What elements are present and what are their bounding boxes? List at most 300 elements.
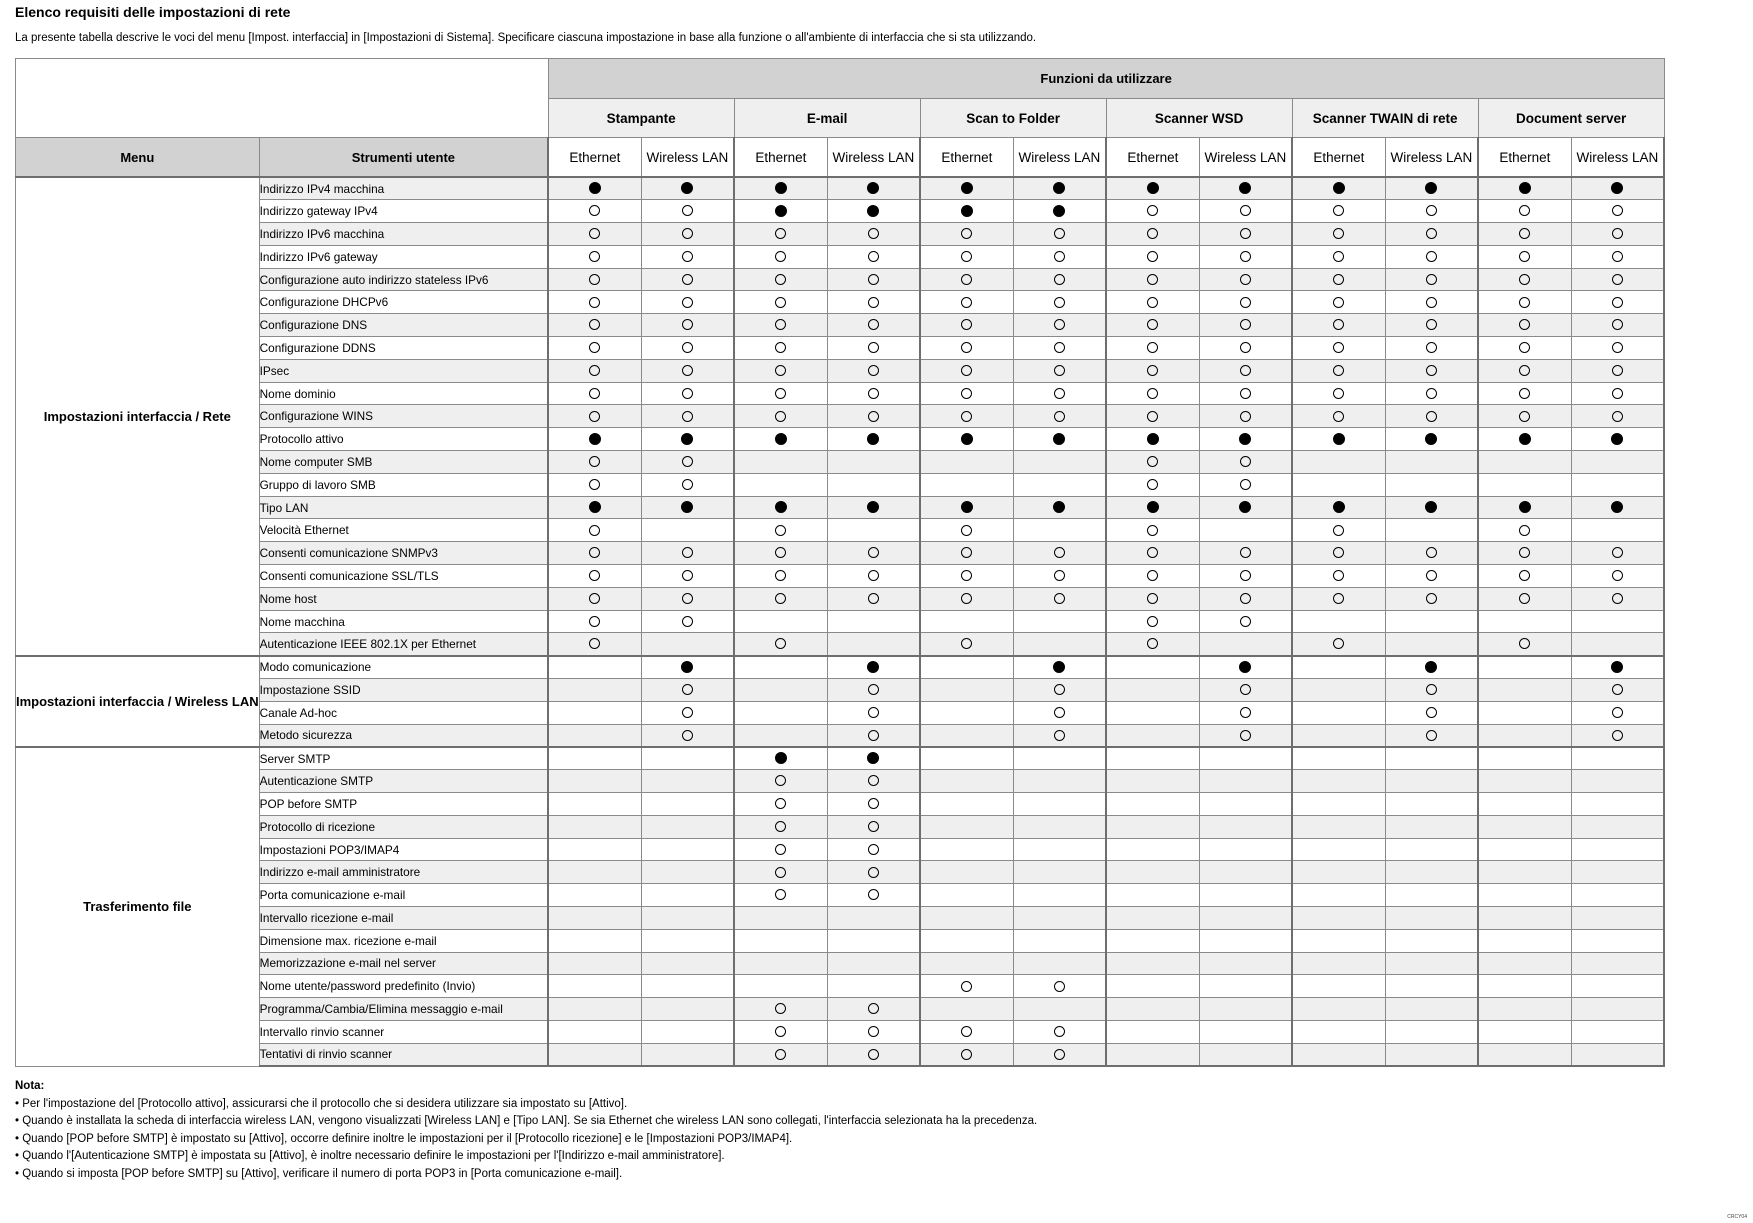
open-circle-icon bbox=[1612, 297, 1623, 308]
requirement-cell bbox=[1013, 793, 1106, 816]
interface-header: Wireless LAN bbox=[641, 138, 734, 178]
open-circle-icon bbox=[589, 616, 600, 627]
requirement-cell bbox=[1013, 656, 1106, 679]
requirement-cell bbox=[1199, 496, 1292, 519]
requirement-cell bbox=[1292, 496, 1385, 519]
requirement-cell bbox=[1106, 907, 1199, 930]
requirement-cell bbox=[1292, 245, 1385, 268]
requirement-cell bbox=[1199, 838, 1292, 861]
requirement-cell bbox=[1385, 314, 1478, 337]
open-circle-icon bbox=[961, 342, 972, 353]
requirement-cell bbox=[1106, 610, 1199, 633]
requirement-cell bbox=[1199, 314, 1292, 337]
requirement-cell bbox=[1292, 200, 1385, 223]
tools-column-header: Strumenti utente bbox=[259, 138, 548, 178]
open-circle-icon bbox=[682, 205, 693, 216]
setting-label: Nome host bbox=[259, 587, 548, 610]
requirement-cell bbox=[641, 998, 734, 1021]
menu-group-cell: Impostazioni interfaccia / Rete bbox=[16, 177, 260, 656]
requirement-cell bbox=[1571, 314, 1664, 337]
requirement-cell bbox=[1385, 200, 1478, 223]
requirement-cell bbox=[548, 998, 641, 1021]
bullet-icon: • bbox=[15, 1150, 23, 1162]
requirement-cell bbox=[734, 428, 827, 451]
requirement-cell bbox=[1385, 291, 1478, 314]
setting-label: Configurazione auto indirizzo stateless IPv6 bbox=[259, 268, 548, 291]
open-circle-icon bbox=[1519, 297, 1530, 308]
requirement-cell bbox=[641, 291, 734, 314]
requirement-cell bbox=[1385, 337, 1478, 360]
requirement-cell bbox=[827, 496, 920, 519]
requirement-cell bbox=[1292, 268, 1385, 291]
note-text: Quando è installata la scheda di interfaccia wireless LAN, vengono visualizzati [Wireless LAN] e [Tipo LAN]. Se sia Ethernet che wireless LAN sono collegati, l'interfaccia selezionata ha la precedenza. bbox=[22, 1115, 1038, 1127]
open-circle-icon bbox=[1054, 274, 1065, 285]
setting-label: Server SMTP bbox=[259, 747, 548, 770]
setting-label: Dimensione max. ricezione e-mail bbox=[259, 929, 548, 952]
open-circle-icon bbox=[1612, 365, 1623, 376]
table-row bbox=[16, 245, 1665, 268]
requirement-cell bbox=[1478, 793, 1571, 816]
table-row bbox=[16, 838, 1665, 861]
open-circle-icon bbox=[1333, 342, 1344, 353]
requirement-cell bbox=[1385, 656, 1478, 679]
table-row bbox=[16, 223, 1665, 246]
menu-group-cell: Trasferimento file bbox=[16, 747, 260, 1066]
requirement-cell bbox=[1478, 701, 1571, 724]
requirement-cell bbox=[920, 587, 1013, 610]
requirement-cell bbox=[734, 405, 827, 428]
requirement-cell bbox=[1571, 428, 1664, 451]
requirement-cell bbox=[1385, 770, 1478, 793]
table-row bbox=[16, 975, 1665, 998]
requirement-cell bbox=[1385, 861, 1478, 884]
requirement-cell bbox=[1292, 428, 1385, 451]
table-row bbox=[16, 200, 1665, 223]
requirement-cell bbox=[1292, 382, 1385, 405]
requirement-cell bbox=[1013, 268, 1106, 291]
requirement-cell bbox=[1478, 177, 1571, 200]
table-row bbox=[16, 952, 1665, 975]
open-circle-icon bbox=[775, 1003, 786, 1014]
setting-label: Nome utente/password predefinito (Invio) bbox=[259, 975, 548, 998]
requirement-cell bbox=[548, 382, 641, 405]
requirement-cell bbox=[1106, 770, 1199, 793]
requirement-cell bbox=[734, 496, 827, 519]
requirement-cell bbox=[1199, 405, 1292, 428]
requirement-cell bbox=[1571, 496, 1664, 519]
open-circle-icon bbox=[775, 547, 786, 558]
setting-label: Intervallo ricezione e-mail bbox=[259, 907, 548, 930]
open-circle-icon bbox=[868, 547, 879, 558]
requirement-cell bbox=[548, 610, 641, 633]
legend-area bbox=[16, 59, 549, 138]
filled-circle-icon bbox=[867, 501, 879, 513]
requirement-cell bbox=[1106, 929, 1199, 952]
open-circle-icon bbox=[589, 525, 600, 536]
requirement-cell bbox=[1571, 542, 1664, 565]
setting-label: Nome macchina bbox=[259, 610, 548, 633]
open-circle-icon bbox=[1612, 342, 1623, 353]
note-text: Quando l'[Autenticazione SMTP] è impostata su [Attivo], è inoltre necessario definire le impostazioni per l'[Indirizzo e-mail amministratore]. bbox=[22, 1150, 725, 1162]
open-circle-icon bbox=[1147, 616, 1158, 627]
requirement-cell bbox=[641, 929, 734, 952]
open-circle-icon bbox=[1054, 707, 1065, 718]
requirement-cell bbox=[1571, 291, 1664, 314]
requirement-cell bbox=[734, 975, 827, 998]
table-row bbox=[16, 473, 1665, 496]
requirement-cell bbox=[1106, 747, 1199, 770]
open-circle-icon bbox=[1612, 205, 1623, 216]
requirement-cell bbox=[1292, 952, 1385, 975]
requirement-cell bbox=[920, 656, 1013, 679]
open-circle-icon bbox=[868, 342, 879, 353]
open-circle-icon bbox=[961, 593, 972, 604]
requirement-cell bbox=[1478, 975, 1571, 998]
requirement-cell bbox=[548, 268, 641, 291]
open-circle-icon bbox=[775, 889, 786, 900]
requirement-cell bbox=[641, 838, 734, 861]
open-circle-icon bbox=[1240, 388, 1251, 399]
requirement-cell bbox=[1571, 907, 1664, 930]
requirement-cell bbox=[1571, 929, 1664, 952]
requirement-cell bbox=[641, 359, 734, 382]
table-row bbox=[16, 1020, 1665, 1043]
bullet-icon: • bbox=[15, 1097, 23, 1110]
requirement-cell bbox=[1013, 1043, 1106, 1066]
setting-label: Gruppo di lavoro SMB bbox=[259, 473, 548, 496]
open-circle-icon bbox=[589, 547, 600, 558]
filled-circle-icon bbox=[1239, 182, 1251, 194]
requirement-cell bbox=[1292, 907, 1385, 930]
open-circle-icon bbox=[682, 319, 693, 330]
function-header: Stampante bbox=[548, 99, 734, 138]
table-row bbox=[16, 815, 1665, 838]
requirement-cell bbox=[1385, 815, 1478, 838]
open-circle-icon bbox=[1612, 547, 1623, 558]
open-circle-icon bbox=[775, 638, 786, 649]
requirement-cell bbox=[920, 679, 1013, 702]
notes-list bbox=[15, 1096, 1037, 1184]
open-circle-icon bbox=[1519, 205, 1530, 216]
requirement-cell bbox=[827, 291, 920, 314]
requirement-cell bbox=[548, 815, 641, 838]
requirement-cell bbox=[1385, 724, 1478, 747]
function-header: Scan to Folder bbox=[920, 99, 1106, 138]
open-circle-icon bbox=[868, 319, 879, 330]
requirement-cell bbox=[1385, 907, 1478, 930]
requirement-cell bbox=[1199, 245, 1292, 268]
requirement-cell bbox=[734, 701, 827, 724]
open-circle-icon bbox=[1054, 981, 1065, 992]
open-circle-icon bbox=[682, 411, 693, 422]
requirement-cell bbox=[1292, 793, 1385, 816]
requirement-cell bbox=[1478, 610, 1571, 633]
filled-circle-icon bbox=[961, 205, 973, 217]
open-circle-icon bbox=[1519, 319, 1530, 330]
requirement-cell bbox=[1571, 1020, 1664, 1043]
open-circle-icon bbox=[775, 365, 786, 376]
requirement-cell bbox=[827, 656, 920, 679]
open-circle-icon bbox=[1519, 525, 1530, 536]
requirement-cell bbox=[734, 268, 827, 291]
requirement-cell bbox=[920, 633, 1013, 656]
requirement-cell bbox=[1385, 610, 1478, 633]
requirement-cell bbox=[1199, 382, 1292, 405]
open-circle-icon bbox=[1333, 388, 1344, 399]
requirement-cell bbox=[1571, 382, 1664, 405]
requirement-cell bbox=[1013, 907, 1106, 930]
requirement-cell bbox=[1199, 610, 1292, 633]
requirement-cell bbox=[641, 223, 734, 246]
requirement-cell bbox=[641, 245, 734, 268]
function-header: Scanner TWAIN di rete bbox=[1292, 99, 1478, 138]
requirement-cell bbox=[1106, 1043, 1199, 1066]
requirement-cell bbox=[1199, 975, 1292, 998]
open-circle-icon bbox=[1612, 570, 1623, 581]
open-circle-icon bbox=[682, 593, 693, 604]
requirement-cell bbox=[1571, 838, 1664, 861]
requirement-cell bbox=[1106, 337, 1199, 360]
setting-label: Protocollo attivo bbox=[259, 428, 548, 451]
open-circle-icon bbox=[1054, 388, 1065, 399]
requirement-cell bbox=[1571, 1043, 1664, 1066]
requirement-cell bbox=[1106, 998, 1199, 1021]
requirement-cell bbox=[827, 565, 920, 588]
requirement-cell bbox=[1478, 1020, 1571, 1043]
requirement-cell bbox=[1478, 770, 1571, 793]
requirement-cell bbox=[1571, 633, 1664, 656]
requirement-cell bbox=[734, 907, 827, 930]
open-circle-icon bbox=[868, 297, 879, 308]
table-row bbox=[16, 291, 1665, 314]
requirement-cell bbox=[734, 291, 827, 314]
requirement-cell bbox=[641, 952, 734, 975]
requirement-cell bbox=[1106, 633, 1199, 656]
table-row bbox=[16, 314, 1665, 337]
setting-label: Velocità Ethernet bbox=[259, 519, 548, 542]
requirement-cell bbox=[1385, 1020, 1478, 1043]
requirement-cell bbox=[734, 519, 827, 542]
open-circle-icon bbox=[1333, 365, 1344, 376]
setting-label: Nome dominio bbox=[259, 382, 548, 405]
note-item bbox=[15, 1166, 1037, 1184]
setting-label: Tipo LAN bbox=[259, 496, 548, 519]
open-circle-icon bbox=[961, 411, 972, 422]
requirement-cell bbox=[1013, 884, 1106, 907]
open-circle-icon bbox=[868, 228, 879, 239]
requirement-cell bbox=[734, 382, 827, 405]
requirement-cell bbox=[1013, 473, 1106, 496]
open-circle-icon bbox=[868, 889, 879, 900]
open-circle-icon bbox=[1426, 593, 1437, 604]
requirement-cell bbox=[641, 519, 734, 542]
open-circle-icon bbox=[1426, 274, 1437, 285]
open-circle-icon bbox=[868, 570, 879, 581]
requirement-cell bbox=[1571, 473, 1664, 496]
filled-circle-icon bbox=[1147, 501, 1159, 513]
open-circle-icon bbox=[1519, 228, 1530, 239]
open-circle-icon bbox=[1240, 365, 1251, 376]
open-circle-icon bbox=[1519, 388, 1530, 399]
open-circle-icon bbox=[1519, 570, 1530, 581]
setting-label: Intervallo rinvio scanner bbox=[259, 1020, 548, 1043]
table-row bbox=[16, 884, 1665, 907]
open-circle-icon bbox=[589, 456, 600, 467]
requirement-cell bbox=[1385, 838, 1478, 861]
requirement-cell bbox=[1013, 975, 1106, 998]
open-circle-icon bbox=[682, 228, 693, 239]
requirement-cell bbox=[827, 679, 920, 702]
open-circle-icon bbox=[589, 411, 600, 422]
requirement-cell bbox=[734, 656, 827, 679]
requirement-cell bbox=[1106, 473, 1199, 496]
requirement-cell bbox=[1106, 200, 1199, 223]
function-header: Document server bbox=[1478, 99, 1664, 138]
requirement-cell bbox=[1199, 268, 1292, 291]
requirement-cell bbox=[641, 405, 734, 428]
requirement-cell bbox=[1385, 952, 1478, 975]
table-row bbox=[16, 1043, 1665, 1066]
requirement-cell bbox=[1106, 656, 1199, 679]
requirement-cell bbox=[1106, 565, 1199, 588]
open-circle-icon bbox=[1147, 388, 1158, 399]
open-circle-icon bbox=[1240, 319, 1251, 330]
requirement-cell bbox=[1106, 428, 1199, 451]
open-circle-icon bbox=[1054, 684, 1065, 695]
setting-label: Canale Ad-hoc bbox=[259, 701, 548, 724]
open-circle-icon bbox=[1240, 205, 1251, 216]
filled-circle-icon bbox=[1053, 182, 1065, 194]
open-circle-icon bbox=[1426, 228, 1437, 239]
open-circle-icon bbox=[775, 821, 786, 832]
open-circle-icon bbox=[1147, 593, 1158, 604]
filled-circle-icon bbox=[1147, 182, 1159, 194]
setting-label: Indirizzo e-mail amministratore bbox=[259, 861, 548, 884]
filled-circle-icon bbox=[775, 433, 787, 445]
requirement-cell bbox=[1292, 838, 1385, 861]
open-circle-icon bbox=[1240, 593, 1251, 604]
open-circle-icon bbox=[961, 319, 972, 330]
open-circle-icon bbox=[775, 342, 786, 353]
requirement-cell bbox=[1013, 200, 1106, 223]
requirement-cell bbox=[1478, 382, 1571, 405]
requirement-cell bbox=[920, 337, 1013, 360]
table-row bbox=[16, 929, 1665, 952]
interface-header: Ethernet bbox=[734, 138, 827, 178]
table-row bbox=[16, 701, 1665, 724]
setting-label: Porta comunicazione e-mail bbox=[259, 884, 548, 907]
open-circle-icon bbox=[1426, 205, 1437, 216]
requirement-cell bbox=[641, 200, 734, 223]
requirement-cell bbox=[1106, 975, 1199, 998]
requirement-cell bbox=[548, 177, 641, 200]
open-circle-icon bbox=[1240, 684, 1251, 695]
requirement-cell bbox=[827, 952, 920, 975]
requirement-cell bbox=[1292, 929, 1385, 952]
requirement-cell bbox=[827, 337, 920, 360]
requirement-cell bbox=[1571, 815, 1664, 838]
requirement-cell bbox=[641, 337, 734, 360]
menu-group-cell: Impostazioni interfaccia / Wireless LAN bbox=[16, 656, 260, 747]
open-circle-icon bbox=[868, 684, 879, 695]
setting-label: Tentativi di rinvio scanner bbox=[259, 1043, 548, 1066]
filled-circle-icon bbox=[867, 433, 879, 445]
open-circle-icon bbox=[1240, 456, 1251, 467]
open-circle-icon bbox=[1519, 411, 1530, 422]
open-circle-icon bbox=[1240, 342, 1251, 353]
requirement-cell bbox=[1292, 473, 1385, 496]
interface-header: Wireless LAN bbox=[1385, 138, 1478, 178]
requirement-cell bbox=[1385, 268, 1478, 291]
open-circle-icon bbox=[589, 388, 600, 399]
open-circle-icon bbox=[682, 547, 693, 558]
open-circle-icon bbox=[1612, 411, 1623, 422]
requirement-cell bbox=[920, 245, 1013, 268]
requirement-cell bbox=[734, 337, 827, 360]
setting-label: Indirizzo gateway IPv4 bbox=[259, 200, 548, 223]
requirement-cell bbox=[1571, 998, 1664, 1021]
requirement-cell bbox=[1013, 861, 1106, 884]
requirement-cell bbox=[920, 1043, 1013, 1066]
requirement-cell bbox=[1478, 291, 1571, 314]
interface-header-row bbox=[16, 138, 1665, 178]
requirement-cell bbox=[1478, 861, 1571, 884]
requirement-cell bbox=[1199, 679, 1292, 702]
requirement-cell bbox=[1385, 1043, 1478, 1066]
requirement-cell bbox=[920, 291, 1013, 314]
requirement-cell bbox=[1199, 633, 1292, 656]
requirement-cell bbox=[1106, 724, 1199, 747]
open-circle-icon bbox=[775, 867, 786, 878]
requirement-cell bbox=[548, 200, 641, 223]
open-circle-icon bbox=[1147, 638, 1158, 649]
open-circle-icon bbox=[868, 411, 879, 422]
filled-circle-icon bbox=[867, 205, 879, 217]
requirement-cell bbox=[1385, 587, 1478, 610]
requirement-cell bbox=[734, 929, 827, 952]
open-circle-icon bbox=[1426, 297, 1437, 308]
open-circle-icon bbox=[682, 251, 693, 262]
filled-circle-icon bbox=[1333, 433, 1345, 445]
filled-circle-icon bbox=[1053, 433, 1065, 445]
interface-header: Wireless LAN bbox=[1571, 138, 1664, 178]
requirement-cell bbox=[1571, 793, 1664, 816]
requirement-cell bbox=[548, 975, 641, 998]
requirement-cell bbox=[1478, 998, 1571, 1021]
open-circle-icon bbox=[775, 798, 786, 809]
requirement-cell bbox=[1571, 245, 1664, 268]
requirement-cell bbox=[1571, 337, 1664, 360]
requirement-cell bbox=[1106, 291, 1199, 314]
requirement-cell bbox=[734, 359, 827, 382]
requirement-cell bbox=[1199, 337, 1292, 360]
requirement-cell bbox=[641, 884, 734, 907]
open-circle-icon bbox=[1426, 319, 1437, 330]
setting-label: Modo comunicazione bbox=[259, 656, 548, 679]
open-circle-icon bbox=[1054, 342, 1065, 353]
open-circle-icon bbox=[589, 297, 600, 308]
requirement-cell bbox=[827, 838, 920, 861]
requirement-cell bbox=[1106, 405, 1199, 428]
requirement-cell bbox=[548, 405, 641, 428]
requirement-cell bbox=[1106, 223, 1199, 246]
table-row bbox=[16, 451, 1665, 474]
requirement-cell bbox=[1478, 587, 1571, 610]
requirement-cell bbox=[734, 200, 827, 223]
requirement-cell bbox=[827, 998, 920, 1021]
requirement-cell bbox=[1013, 177, 1106, 200]
requirement-cell bbox=[641, 451, 734, 474]
